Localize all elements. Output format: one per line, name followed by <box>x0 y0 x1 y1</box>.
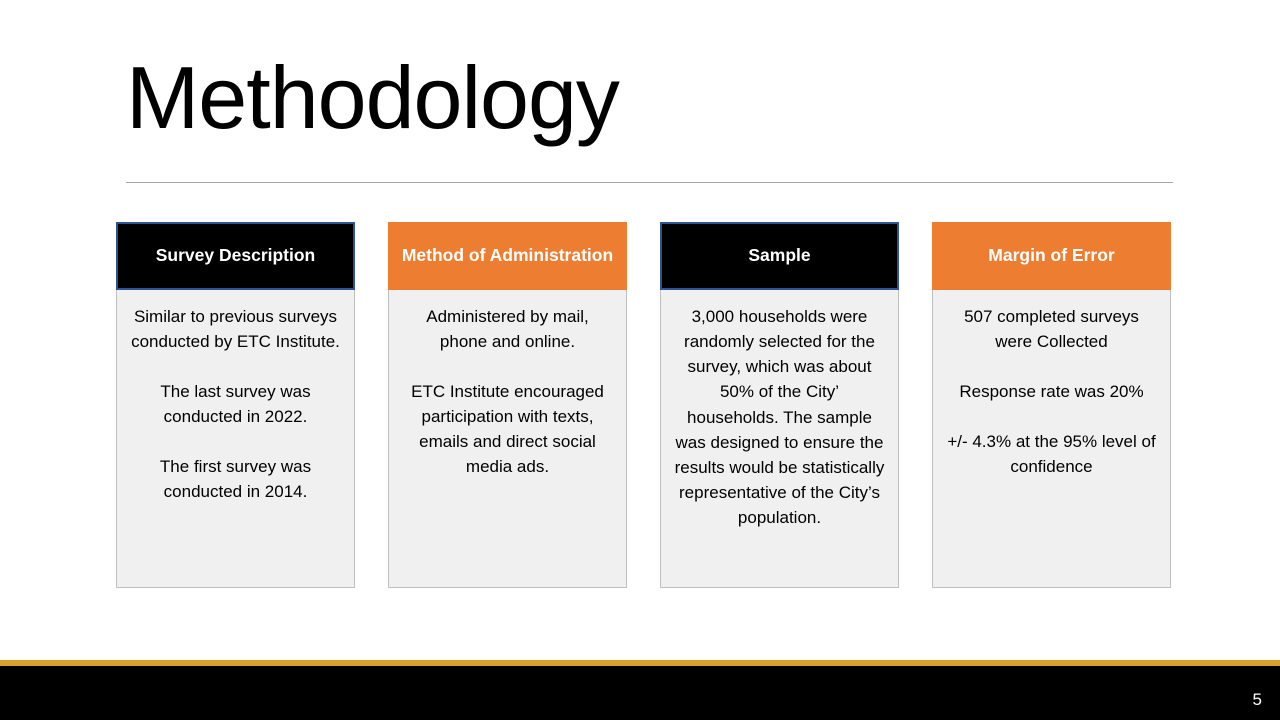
page-title: Methodology <box>126 48 619 147</box>
card-header: Survey Description <box>116 222 355 290</box>
card-paragraph: Response rate was 20% <box>959 381 1144 401</box>
page-number: 5 <box>1252 690 1262 709</box>
card-body <box>388 290 627 588</box>
card-margin-of-error <box>932 222 1171 588</box>
card-survey-description <box>116 222 355 588</box>
card-method-of-administration <box>388 222 627 588</box>
card-paragraph: Administered by mail, phone and online. <box>426 307 589 352</box>
card-paragraph: ETC Institute encouraged participation with texts, emails and direct social media ads. <box>411 381 604 477</box>
card-paragraph: +/- 4.3% at the 95% level of confidence <box>947 431 1156 476</box>
cards-container <box>116 222 1172 588</box>
card-paragraph: The first survey was conducted in 2014. <box>159 456 312 502</box>
card-paragraph: 3,000 households were randomly selected for the survey, which was about 50% of the City’ households. The sample was designed to ensure the results would be statistically representative of the City’s population. <box>674 307 885 528</box>
card-sample <box>660 222 899 588</box>
card-body <box>116 290 355 588</box>
card-header: Method of Administration <box>388 222 627 290</box>
card-paragraph: Similar to previous surveys conducted by ETC Institute. <box>131 307 340 352</box>
card-header: Sample <box>660 222 899 290</box>
card-paragraph: The last survey was conducted in 2022. <box>160 381 311 427</box>
footer-bar <box>0 666 1280 720</box>
card-body <box>660 290 899 588</box>
card-paragraph: 507 completed surveys were Collected <box>964 307 1139 352</box>
card-header: Margin of Error <box>932 222 1171 290</box>
card-body <box>932 290 1171 588</box>
title-divider <box>126 182 1173 183</box>
